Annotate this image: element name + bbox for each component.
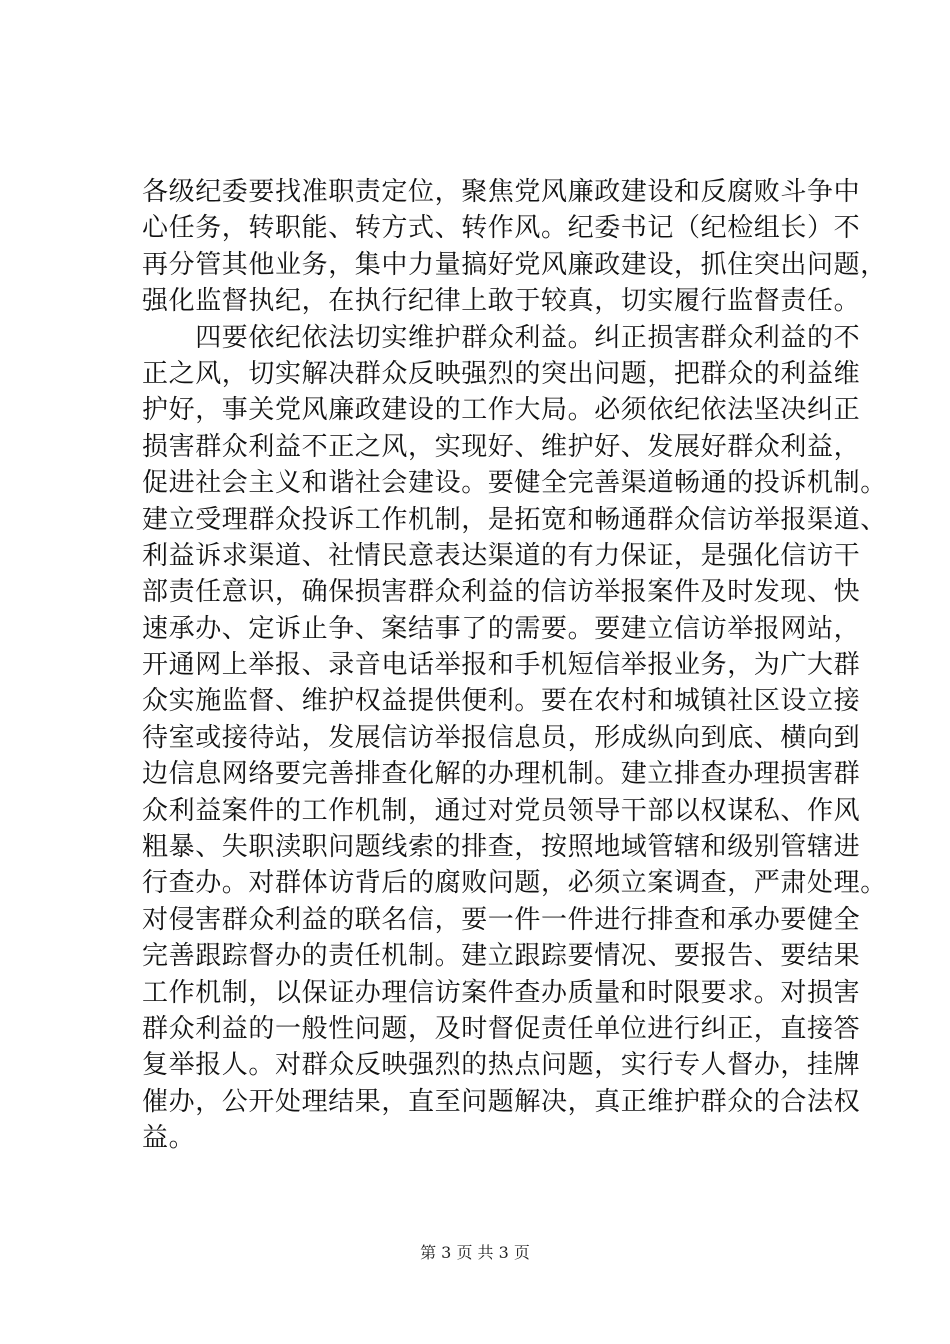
text-line: 对侵害群众利益的联名信，要一件一件进行排查和承办要健全: [142, 904, 861, 935]
text-line: 众利益案件的工作机制，通过对党员领导干部以权谋私、作风: [142, 795, 861, 826]
text-line: 行查办。对群体访背后的腐败问题，必须立案调查，严肃处理。: [142, 868, 887, 899]
text-line: 完善跟踪督办的责任机制。建立跟踪要情况、要报告、要结果: [142, 941, 861, 972]
text-line: 开通网上举报、录音电话举报和手机短信举报业务，为广大群: [142, 650, 861, 681]
text-line: 复举报人。对群众反映强烈的热点问题，实行专人督办，挂牌: [142, 1050, 861, 1081]
text-line: 群众利益的一般性问题，及时督促责任单位进行纠正，直接答: [142, 1013, 861, 1044]
text-line: 护好，事关党风廉政建设的工作大局。必须依纪依法坚决纠正: [142, 395, 861, 426]
text-line: 众实施监督、维护权益提供便利。要在农村和城镇社区设立接: [142, 686, 861, 717]
text-line: 待室或接待站，发展信访举报信息员，形成纵向到底、横向到: [142, 722, 861, 753]
text-line: 益。: [142, 1123, 196, 1154]
text-line: 速承办、定诉止争、案结事了的需要。要建立信访举报网站，: [142, 613, 861, 644]
text-line: 建立受理群众投诉工作机制，是拓宽和畅通群众信访举报渠道、: [142, 504, 887, 535]
text-line: 四要依纪依法切实维护群众利益。纠正损害群众利益的不: [142, 322, 861, 353]
text-line: 强化监督执纪，在执行纪律上敢于较真，切实履行监督责任。: [142, 286, 861, 317]
text-line: 利益诉求渠道、社情民意表达渠道的有力保证，是强化信访干: [142, 540, 861, 571]
text-line: 正之风，切实解决群众反映强烈的突出问题，把群众的利益维: [142, 358, 861, 389]
text-line: 部责任意识，确保损害群众利益的信访举报案件及时发现、快: [142, 577, 861, 608]
text-line: 损害群众利益不正之风，实现好、维护好、发展好群众利益，: [142, 431, 861, 462]
text-line: 工作机制，以保证办理信访案件查办质量和时限要求。对损害: [142, 977, 861, 1008]
page-number-footer: 第 3 页 共 3 页: [420, 1243, 530, 1262]
text-line: 促进社会主义和谐社会建设。要健全完善渠道畅通的投诉机制。: [142, 468, 887, 499]
text-line: 各级纪委要找准职责定位，聚焦党风廉政建设和反腐败斗争中: [142, 177, 861, 207]
text-line: 心任务，转职能、转方式、转作风。纪委书记（纪检组长）不: [142, 213, 861, 244]
text-line: 粗暴、失职渎职问题线索的排查，按照地域管辖和级别管辖进: [142, 832, 861, 863]
body-text: [142, 174, 887, 1157]
text-line: 再分管其他业务，集中力量搞好党风廉政建设，抓住突出问题，: [142, 249, 887, 280]
text-line: 催办，公开处理结果，直至问题解决，真正维护群众的合法权: [142, 1086, 861, 1117]
text-line: 边信息网络要完善排查化解的办理机制。建立排查办理损害群: [142, 759, 861, 790]
